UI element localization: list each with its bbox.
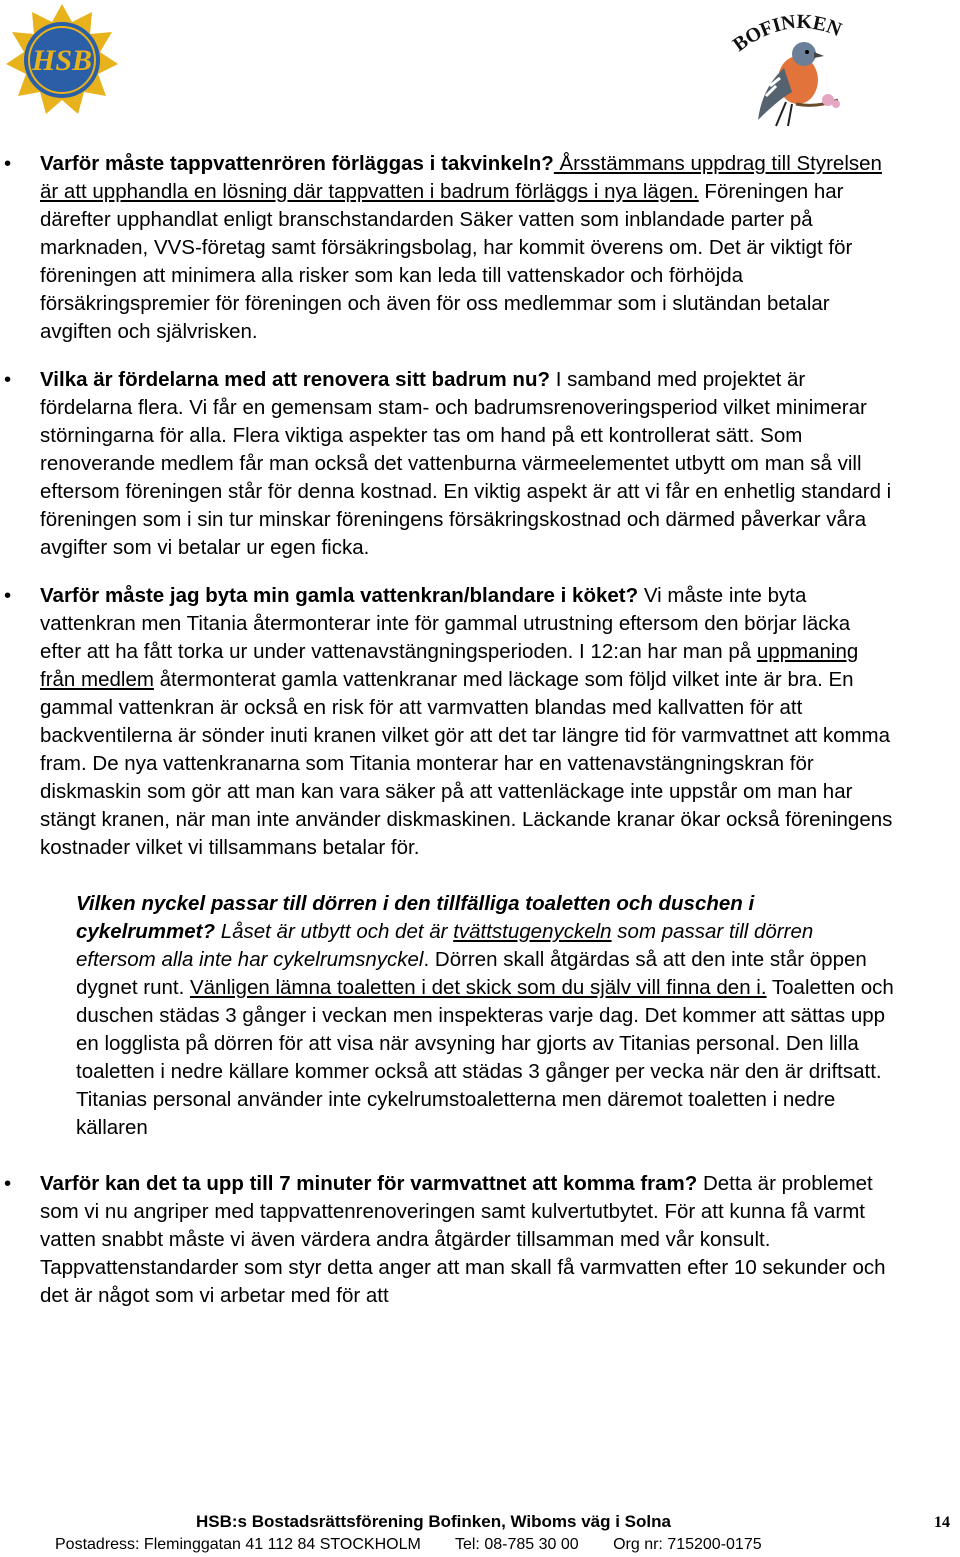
underlined-text: uppmaning från medlem xyxy=(40,640,859,691)
underlined-text: tvättstugenyckeln xyxy=(453,920,612,943)
bullet-icon: • xyxy=(4,368,12,391)
bofinken-logo xyxy=(726,8,876,130)
paragraph-text: Vi måste inte byta vattenkran men Titania återmonterar inte för gammal utrustning eftersom den börjar läcka efter att ha fått torka ur under vattenavstängningsperioden. I 12:an har man på xyxy=(40,584,851,663)
svg-text:HSB: HSB xyxy=(31,44,93,77)
bullet-icon: • xyxy=(4,584,12,607)
italic-section xyxy=(0,890,960,1142)
underlined-text: Årsstämmans uppdrag till Styrelsen är att upphandla en lösning där tappvatten i badrum förläggs i nya lägen. xyxy=(40,152,882,203)
paragraph-text: Toaletten och duschen städas 3 gånger i veckan men inspekteras varje dag. Det kommer att sättas upp en logglista på dörren för att visa när avsyning har gjorts av Titanias personal. Den lilla toaletten i nedre källare kommer också att städas 3 gånger per vecka när den är driftsatt. Titanias personal använder inte cykelrumstoaletterna men däremot toaletten i nedre källaren xyxy=(76,976,894,1139)
underlined-text: Vänligen lämna toaletten i det skick som du själv vill finna den i. xyxy=(189,976,767,999)
question-heading: Varför måste jag byta min gamla vattenkran/blandare i köket? xyxy=(40,584,639,607)
paragraph-text: . Dörren skall åtgärdas så att den inte står öppen dygnet runt. xyxy=(76,948,867,999)
italic-text: som passar till dörren eftersom alla inte har cykelrumsnyckel xyxy=(76,920,814,971)
paragraph-text: I samband med projektet är fördelarna flera. Vi får en gemensam stam- och badrumsrenoveringsperiod vilket minimerar störningarna för alla. Flera viktiga aspekter tas om hand på ett kontrollerat sätt. Som renoverande medlem får man också det vattenburna värmeelementet utbytt om man så vill eftersom föreningen står för denna kostnad. En viktig aspekt är att vi får en enhetlig standard i föreningen som i sin tur minskar föreningens försäkringskostnad och därmed påverkar våra avgifter som vi betalar ur egen ficka. xyxy=(40,368,892,559)
paragraph-text: återmonterat gamla vattenkranar med läckage som följd vilket inte är bra. En gammal vattenkran är också en risk för att varmvatten blandas med kallvatten för att backventilerna är sönder inuti kranen vilket gör att det tar längre tid för varmvattnet att komma fram. De nya vattenkranarna som Titania monterar har en vattenavstängningskran för diskmaskin som gör att man kan vara säker på att vattenläckage inte uppstår om man har stängt kranen, när man inte använder diskmaskinen. Läckande kranar ökar också föreningens kostnader vilket vi tillsammans betalar för. xyxy=(40,668,893,859)
list-item xyxy=(0,582,960,862)
footer-address: Postadress: Fleminggatan 41 112 84 STOCKHOLM xyxy=(55,1536,421,1553)
footer-contact xyxy=(55,1536,792,1554)
paragraph-text: Detta är problemet som vi nu angriper med tappvattenrenoveringen samt kulvertutbytet. För att kunna få varmt vatten snabbt måste vi även värdera andra åtgärder tillsamman med vår konsult. Tappvattenstandarder som styr detta anger att man skall få varmvatten efter 10 sekunder och det är något som vi arbetar med för att xyxy=(40,1172,886,1307)
italic-text: Låset är utbytt och det är xyxy=(215,920,454,943)
question-heading: Vilken nyckel passar till dörren i den tillfälliga toaletten och duschen i cykelrummet? xyxy=(76,892,755,943)
bullet-icon: • xyxy=(4,1172,12,1195)
list-item xyxy=(0,150,960,346)
footer-phone: Tel: 08-785 30 00 xyxy=(454,1536,579,1553)
list-item xyxy=(0,1170,960,1310)
footer-org-number: Org nr: 715200-0175 xyxy=(613,1536,762,1553)
bullet-icon: • xyxy=(4,152,12,175)
page-number: 14 xyxy=(934,1514,950,1531)
question-heading: Varför kan det ta upp till 7 minuter för varmvattnet att komma fram? xyxy=(40,1172,698,1195)
question-heading: Vilka är fördelarna med att renovera sitt badrum nu? xyxy=(40,368,550,391)
hsb-logo xyxy=(4,2,120,118)
svg-text:BOFINKEN: BOFINKEN xyxy=(728,10,845,57)
question-heading: Varför måste tappvattenrören förläggas i takvinkeln? xyxy=(40,152,554,175)
footer-association-name: HSB:s Bostadsrättsförening Bofinken, Wiboms väg i Solna xyxy=(196,1512,671,1531)
paragraph-text: Föreningen har därefter upphandlat enligt branschstandarden Säker vatten som inblandade parter på marknaden, VVS-företag samt försäkringsbolag, har kommit överens om. Det är viktigt för föreningen att minimera alla risker som kan leda till vattenskador och förhöjda försäkringspremier för föreningen och även för oss medlemmar som i slutändan betalar avgiften och självrisken. xyxy=(40,180,853,343)
document-body xyxy=(0,150,960,1310)
list-item xyxy=(0,366,960,562)
